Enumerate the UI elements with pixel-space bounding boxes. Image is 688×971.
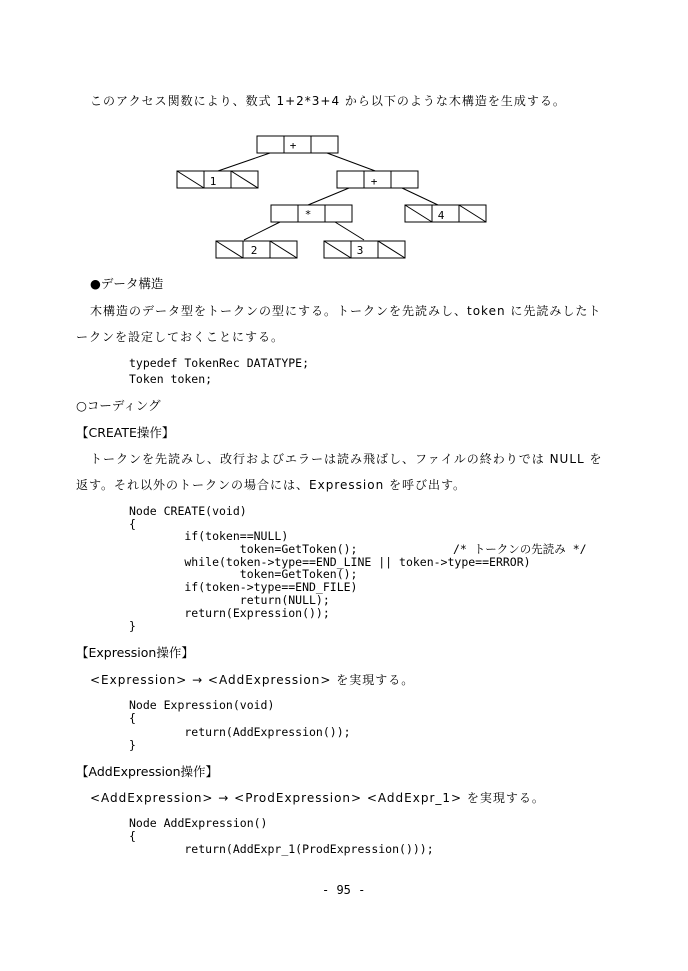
tree-node-mul bbox=[271, 205, 352, 222]
add-expression-rule: <AddExpression> → <ProdExpression> <AddExpr_1> を実現する。 bbox=[90, 791, 545, 805]
tree-node-2 bbox=[216, 241, 297, 258]
edge-mul-2 bbox=[244, 222, 280, 240]
create-heading: 【CREATE操作】 bbox=[76, 425, 175, 440]
tree-node-2-label: 2 bbox=[250, 244, 258, 257]
expression-code-line: } bbox=[129, 738, 136, 752]
data-structure-para-2: ークンを設定しておくことにする。 bbox=[76, 330, 285, 344]
create-code-line: { bbox=[129, 517, 136, 531]
data-structure-para-1: 木構造のデータ型をトークンの型にする。トークンを先読みし、token に先読みしたト bbox=[90, 304, 602, 318]
tree-node-3 bbox=[324, 241, 405, 258]
create-code-line: Node CREATE(void) bbox=[129, 504, 247, 518]
tree-node-root bbox=[257, 136, 338, 153]
edge-plus-mul bbox=[308, 188, 349, 205]
edge-plus-4 bbox=[402, 188, 438, 205]
create-code-line: while(token->type==END_LINE || token->type==ERROR) bbox=[129, 555, 531, 569]
data-structure-heading: ●データ構造 bbox=[90, 276, 164, 291]
create-code-line: if(token->type==END_FILE) bbox=[129, 580, 358, 594]
edge-root-1 bbox=[215, 153, 270, 172]
expression-heading: 【Expression操作】 bbox=[76, 645, 194, 660]
create-code-line: } bbox=[129, 619, 136, 633]
tree-node-1 bbox=[177, 171, 258, 188]
tree-node-3-label: 3 bbox=[356, 244, 364, 257]
tree-node-4-label: 4 bbox=[437, 209, 445, 222]
add-expression-code-line: { bbox=[129, 829, 136, 843]
data-structure-code-2: Token token; bbox=[129, 372, 213, 386]
create-para-1: トークンを先読みし、改行およびエラーは読み飛ばし、ファイルの終わりでは NULL を bbox=[90, 452, 603, 466]
tree-node-plus-label: + bbox=[370, 175, 378, 188]
page-number: - 95 - bbox=[322, 883, 366, 897]
create-code-line: token=GetToken(); bbox=[129, 567, 358, 581]
tree-node-4 bbox=[405, 205, 486, 222]
tree-node-plus bbox=[337, 171, 418, 188]
coding-heading: ○コーディング bbox=[76, 398, 161, 413]
data-structure-code-1: typedef TokenRec DATATYPE; bbox=[129, 356, 310, 370]
tree-node-1-label: 1 bbox=[209, 175, 217, 188]
add-expression-heading: 【AddExpression操作】 bbox=[76, 764, 219, 779]
create-para-2: 返す。それ以外のトークンの場合には、Expression を呼び出す。 bbox=[76, 478, 467, 492]
tree-node-mul-label: * bbox=[304, 208, 312, 221]
tree-diagram bbox=[0, 0, 688, 280]
create-code-line: if(token==NULL) bbox=[129, 529, 289, 543]
expression-code-line: return(AddExpression()); bbox=[129, 725, 351, 739]
create-code-line: return(NULL); bbox=[129, 593, 330, 607]
edge-root-plus bbox=[327, 153, 378, 172]
create-code-line: token=GetToken(); bbox=[129, 542, 358, 556]
expression-code-line: { bbox=[129, 711, 136, 725]
create-code-comment: /* トークンの先読み */ bbox=[453, 542, 587, 556]
tree-node-root-label: + bbox=[289, 139, 297, 152]
create-code-line: return(Expression()); bbox=[129, 606, 330, 620]
expression-code-line: Node Expression(void) bbox=[129, 698, 275, 712]
expression-rule: <Expression> → <AddExpression> を実現する。 bbox=[90, 673, 415, 687]
add-expression-code-line: return(AddExpr_1(ProdExpression())); bbox=[129, 842, 434, 856]
add-expression-code-line: Node AddExpression() bbox=[129, 816, 268, 830]
edge-mul-3 bbox=[335, 222, 364, 240]
intro-text: このアクセス関数により、数式 1+2*3+4 から以下のような木構造を生成する。 bbox=[90, 94, 566, 108]
